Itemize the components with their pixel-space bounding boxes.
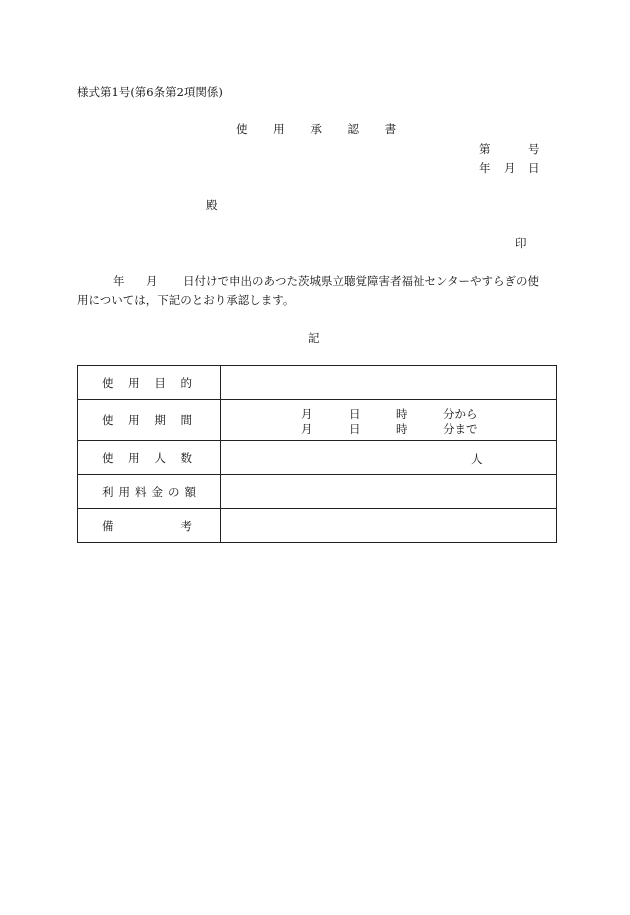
to-minute: 分まで <box>443 422 478 436</box>
from-minute: 分から <box>443 407 478 421</box>
period-label <box>78 400 221 441</box>
label-char: 利 <box>102 484 114 499</box>
to-hour: 時 <box>396 422 408 436</box>
doc-number-suffix: 号 <box>528 142 540 156</box>
issue-date-month: 月 <box>504 161 516 175</box>
from-hour: 時 <box>396 407 408 421</box>
title-char: 認 <box>347 122 359 136</box>
label-char: 使 <box>102 413 114 427</box>
label-char: 用 <box>128 450 140 465</box>
ki-heading: 記 <box>308 331 320 345</box>
label-char: 考 <box>180 518 192 533</box>
label-char: 人 <box>154 450 166 465</box>
label-char: 的 <box>180 375 192 390</box>
label-char: の <box>168 484 180 499</box>
from-day: 日 <box>349 407 361 421</box>
people-value[interactable] <box>221 441 557 475</box>
approval-table <box>77 365 557 543</box>
label-char: 間 <box>180 413 192 427</box>
table-row-people <box>78 441 557 475</box>
label-char: 用 <box>118 484 130 499</box>
label-char: 期 <box>154 413 166 427</box>
body-date-month: 月 <box>146 274 158 288</box>
addressee-honorific: 殿 <box>206 198 218 212</box>
people-unit: 人 <box>471 452 483 466</box>
issue-date-day: 日 <box>528 161 540 175</box>
notes-value[interactable] <box>221 509 557 543</box>
title-char: 書 <box>384 122 397 136</box>
label-char: 使 <box>102 375 114 390</box>
notes-label <box>78 509 221 543</box>
from-month: 月 <box>301 407 313 421</box>
people-label <box>78 441 221 475</box>
body-line-2: 用については，下記のとおり承認します。 <box>77 293 295 307</box>
purpose-label <box>78 366 221 400</box>
body-line-1: 日付けで申出のあつた茨城県立聴覚障害者福祉センターやすらぎの使 <box>183 274 540 288</box>
doc-number-prefix: 第 <box>479 142 491 156</box>
label-char: 用 <box>128 413 140 427</box>
table-row-fee <box>78 475 557 509</box>
table-row-notes <box>78 509 557 543</box>
label-char: 目 <box>154 375 166 390</box>
label-char: 料 <box>135 484 147 499</box>
table-row-period <box>78 400 557 441</box>
label-char: 金 <box>151 484 163 499</box>
document-title <box>236 122 418 136</box>
label-char: 数 <box>180 450 192 465</box>
title-char: 使 <box>236 122 248 136</box>
fee-label <box>78 475 221 509</box>
to-month: 月 <box>301 422 313 436</box>
label-char: 備 <box>102 518 114 533</box>
period-value[interactable] <box>221 400 557 441</box>
title-char: 用 <box>273 122 285 136</box>
to-day: 日 <box>349 422 361 436</box>
body-date-year: 年 <box>113 274 125 288</box>
title-char: 承 <box>310 122 322 136</box>
form-number: 様式第1号(第6条第2項関係) <box>77 85 223 99</box>
seal-label: 印 <box>515 236 527 250</box>
label-char: 使 <box>102 450 114 465</box>
label-char: 額 <box>184 484 196 499</box>
issue-date-year: 年 <box>479 161 491 175</box>
fee-value[interactable] <box>221 475 557 509</box>
table-row-purpose <box>78 366 557 400</box>
purpose-value[interactable] <box>221 366 557 400</box>
label-char: 用 <box>128 375 140 390</box>
